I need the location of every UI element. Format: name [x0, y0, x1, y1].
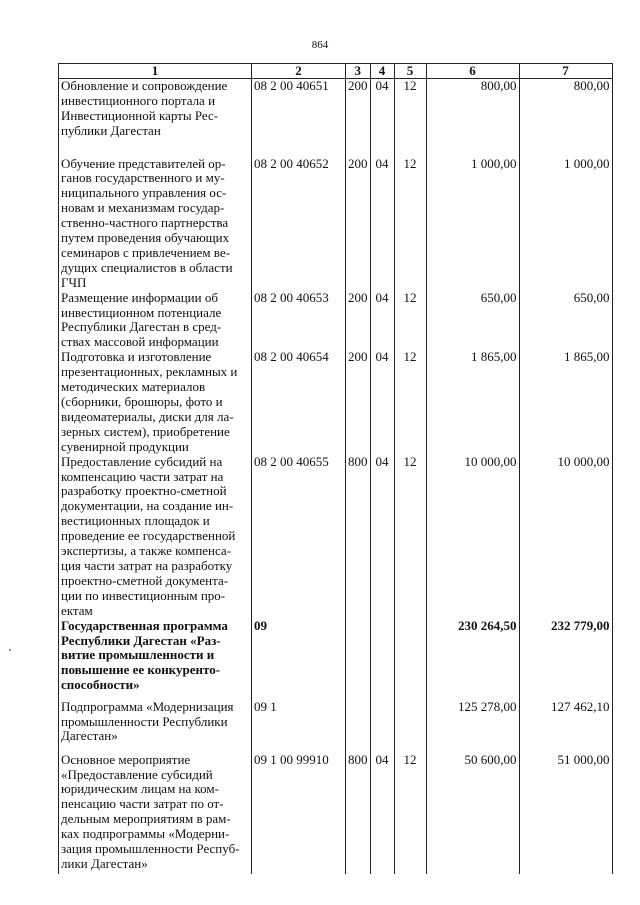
row-name: Обучение представителей ор- ганов государственного и му- ниципального управления ос- новам и механизмам государ- ственно-частного партнерства путем проведения обучающих семинаров с привлечением ве- дущих специалистов в области ГЧП	[59, 157, 252, 291]
row-value-6: 650,00	[426, 291, 519, 351]
row-name: Основное мероприятие «Предоставление субсидий юридическим лицам на ком- пенсацию части затрат по от- дельным мероприятиям в рам- ках подпрограммы «Модерни- зация промышленности Респуб- лики Дагестан»	[59, 753, 252, 874]
row-col3: 200	[346, 350, 371, 454]
row-name: Размещение информации об инвестиционном потенциале Республики Дагестан в сред- ствах массовой информации	[59, 291, 252, 351]
table-row	[59, 157, 613, 291]
row-code: 09 1	[252, 700, 346, 753]
row-col5	[394, 619, 426, 700]
row-col3: 800	[346, 753, 371, 874]
row-value-6: 50 600,00	[426, 753, 519, 874]
table-header-row	[59, 64, 613, 79]
page-number: 864	[311, 39, 329, 51]
row-code: 08 2 00 40652	[252, 157, 346, 291]
row-col3	[346, 700, 371, 753]
table-row	[59, 753, 613, 874]
row-value-6: 1 865,00	[426, 350, 519, 454]
col-header-1: 1	[59, 64, 252, 79]
table-row	[59, 455, 613, 619]
row-value-7: 10 000,00	[519, 455, 612, 619]
row-value-6: 10 000,00	[426, 455, 519, 619]
col-header-5: 5	[394, 64, 426, 79]
row-col4	[370, 700, 394, 753]
row-col5: 12	[394, 291, 426, 351]
row-code: 09 1 00 99910	[252, 753, 346, 874]
row-col5: 12	[394, 79, 426, 157]
row-col4: 04	[370, 350, 394, 454]
row-code: 08 2 00 40655	[252, 455, 346, 619]
row-col5: 12	[394, 753, 426, 874]
row-code: 09	[252, 619, 346, 700]
row-col5: 12	[394, 455, 426, 619]
row-value-6: 1 000,00	[426, 157, 519, 291]
row-col5: 12	[394, 157, 426, 291]
row-name: Предоставление субсидий на компенсацию части затрат на разработку проектно-сметной документации, на создание ин- вестиционных площадок и проведение ее государственной экспертизы, а также компенса- ция части затрат на разработку проектно-сметной документа- ции по инвестиционным про- ектам	[59, 455, 252, 619]
row-value-7: 232 779,00	[519, 619, 612, 700]
row-code: 08 2 00 40651	[252, 79, 346, 157]
row-col3: 200	[346, 157, 371, 291]
table-row	[59, 700, 613, 753]
row-col3	[346, 619, 371, 700]
row-value-7: 650,00	[519, 291, 612, 351]
row-code: 08 2 00 40654	[252, 350, 346, 454]
row-code: 08 2 00 40653	[252, 291, 346, 351]
table-row	[59, 79, 613, 157]
col-header-7: 7	[519, 64, 612, 79]
row-col4: 04	[370, 291, 394, 351]
col-header-3: 3	[346, 64, 371, 79]
row-value-6: 230 264,50	[426, 619, 519, 700]
row-value-7: 127 462,10	[519, 700, 612, 753]
row-value-7: 800,00	[519, 79, 612, 157]
row-value-6: 800,00	[426, 79, 519, 157]
row-value-7: 1 865,00	[519, 350, 612, 454]
col-header-2: 2	[252, 64, 346, 79]
budget-table	[58, 63, 613, 874]
row-name: Государственная программа Республики Дагестан «Раз- витие промышленности и повышение ее конкуренто- способности»	[59, 619, 252, 700]
row-col4: 04	[370, 455, 394, 619]
row-col3: 200	[346, 291, 371, 351]
scan-speck	[9, 649, 11, 651]
row-name: Подготовка и изготовление презентационных, рекламных и методических материалов (сборники, брошюры, фото и видеоматериалы, диски для ла- зерных систем), приобретение сувенирной продукции	[59, 350, 252, 454]
row-col5	[394, 700, 426, 753]
row-col4: 04	[370, 157, 394, 291]
table-row	[59, 350, 613, 454]
row-value-6: 125 278,00	[426, 700, 519, 753]
row-col3: 200	[346, 79, 371, 157]
row-name: Подпрограмма «Модернизация промышленности Республики Дагестан»	[59, 700, 252, 753]
col-header-4: 4	[370, 64, 394, 79]
row-name: Обновление и сопровождение инвестиционного портала и Инвестиционной карты Рес- публики Дагестан	[59, 79, 252, 157]
row-value-7: 51 000,00	[519, 753, 612, 874]
table-row	[59, 619, 613, 700]
row-col4: 04	[370, 753, 394, 874]
row-col3: 800	[346, 455, 371, 619]
table-row	[59, 291, 613, 351]
row-col5: 12	[394, 350, 426, 454]
row-col4	[370, 619, 394, 700]
row-col4: 04	[370, 79, 394, 157]
row-value-7: 1 000,00	[519, 157, 612, 291]
col-header-6: 6	[426, 64, 519, 79]
